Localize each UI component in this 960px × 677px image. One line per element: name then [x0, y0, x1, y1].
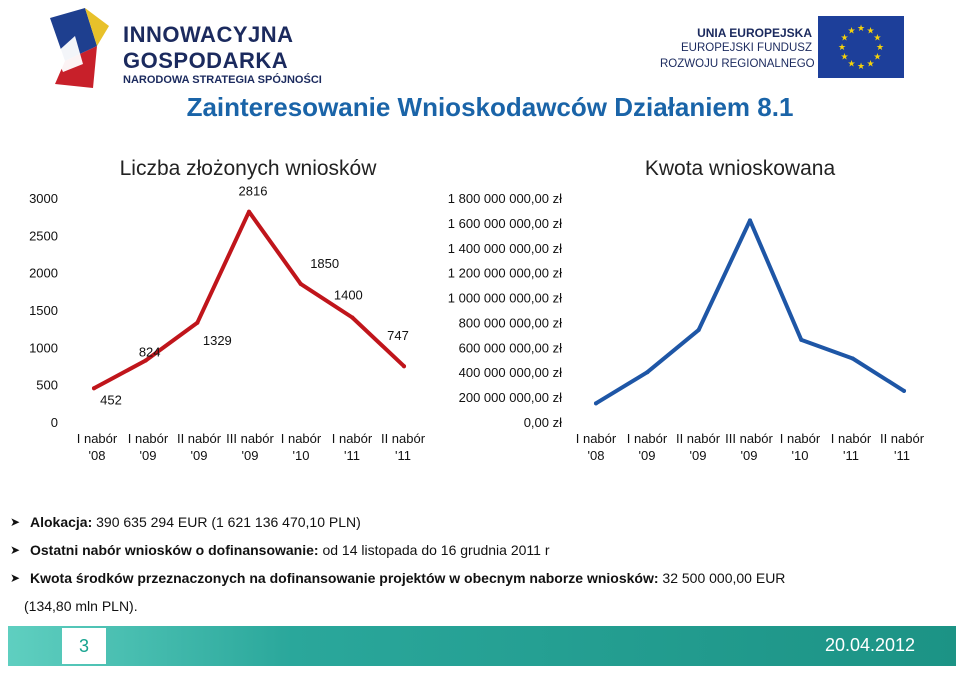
y-tick-label: 0,00 zł	[523, 415, 562, 430]
bullet-last-call	[10, 540, 930, 568]
data-point	[697, 328, 701, 332]
y-tick-label: 1500	[29, 303, 58, 318]
eu-star-icon: ★	[837, 43, 847, 53]
bullet-label: Kwota środków przeznaczonych na dofinansowanie projektów w obecnym naborze wniosków:	[30, 570, 659, 586]
y-tick-label: 500	[36, 377, 58, 393]
x-tick-label: '09	[740, 448, 758, 463]
eu-star-icon: ★	[873, 52, 882, 63]
eu-star-icon: ★	[856, 24, 866, 34]
data-point	[402, 364, 406, 368]
x-tick-label: '11	[843, 448, 859, 463]
bullet-funding-continued	[10, 596, 930, 624]
arrow-bullet-icon: ➤	[10, 515, 21, 529]
x-tick-label: '11	[344, 448, 360, 463]
eu-star-icon: ★	[840, 52, 849, 63]
page-title: Zainteresowanie Wnioskodawców Działaniem 8.1	[186, 92, 794, 122]
data-point	[799, 338, 803, 342]
data-label: 824	[138, 344, 161, 360]
x-tick-label: '09	[139, 448, 157, 463]
y-tick-label: 1 200 000 000,00 zł	[447, 265, 562, 281]
chart-title: Kwota wnioskowana	[644, 157, 836, 180]
bullet-label: Alokacja:	[30, 514, 93, 530]
series-line	[596, 220, 904, 403]
x-tick-label: '11	[894, 448, 910, 463]
data-label: 1329	[202, 332, 232, 348]
x-tick-label: II nabór	[176, 431, 222, 446]
bullet-list	[10, 512, 930, 624]
bullet-text: 390 635 294 EUR (1 621 136 470,10 PLN)	[92, 514, 361, 530]
eu-line-3: ROZWOJU REGIONALNEGO	[660, 58, 815, 70]
data-point	[851, 357, 855, 361]
page-number: 3	[62, 628, 106, 664]
x-tick-label: '10	[791, 448, 809, 463]
x-tick-label: '08	[587, 448, 605, 463]
x-tick-label: I nabór	[830, 431, 872, 446]
x-tick-label: I nabór	[575, 431, 617, 446]
y-tick-label: 2500	[29, 228, 58, 244]
x-tick-label: II nabór	[879, 431, 925, 446]
x-tick-label: I nabór	[779, 431, 821, 446]
y-tick-label: 1 800 000 000,00 zł	[447, 191, 562, 206]
x-tick-label: I nabór	[331, 431, 373, 446]
y-tick-label: 200 000 000,00 zł	[458, 390, 562, 406]
y-tick-label: 3000	[29, 191, 58, 206]
data-label: 747	[387, 328, 409, 344]
x-tick-label: III nabór	[725, 431, 773, 446]
eu-star-icon: ★	[866, 26, 875, 37]
logo-line-2: GOSPODARKA	[123, 48, 289, 73]
y-tick-label: 1000	[29, 340, 58, 356]
eu-star-icon: ★	[875, 43, 885, 53]
x-tick-label: I nabór	[76, 431, 118, 446]
y-tick-label: 600 000 000,00 zł	[458, 340, 562, 356]
arrow-bullet-icon: ➤	[10, 543, 21, 557]
y-tick-label: 800 000 000,00 zł	[458, 315, 562, 331]
x-tick-label: I nabór	[127, 431, 169, 446]
bullet-allocation	[10, 512, 930, 540]
y-tick-label: 1 000 000 000,00 zł	[447, 290, 562, 306]
bullet-text: 32 500 000,00 EUR	[658, 570, 786, 586]
data-point	[594, 401, 598, 405]
eu-star-icon: ★	[856, 62, 866, 72]
data-point	[748, 218, 752, 222]
data-label: 452	[100, 392, 122, 408]
eu-star-icon: ★	[840, 33, 849, 44]
eu-star-icon: ★	[866, 59, 875, 70]
data-point	[902, 389, 906, 393]
bullet-text: od 14 listopada do 16 grudnia 2011 r	[318, 542, 550, 558]
arrow-bullet-icon: ➤	[10, 571, 21, 585]
data-point	[299, 282, 303, 286]
x-tick-label: '09	[689, 448, 707, 463]
eu-star-icon: ★	[873, 33, 882, 44]
x-tick-label: I nabór	[626, 431, 668, 446]
logo-line-3: NARODOWA STRATEGIA SPÓJNOŚCI	[123, 74, 322, 86]
eu-star-icon: ★	[847, 59, 856, 70]
data-point	[195, 321, 199, 325]
data-label: 1850	[310, 255, 340, 271]
chart-title: Liczba złożonych wniosków	[119, 157, 377, 180]
x-tick-label: II nabór	[675, 431, 721, 446]
data-point	[350, 315, 354, 319]
x-tick-label: I nabór	[280, 431, 322, 446]
data-point	[645, 370, 649, 374]
y-tick-label: 1 600 000 000,00 zł	[447, 215, 562, 231]
logo-line-1: INNOWACYJNA	[123, 22, 294, 47]
bullet-label: Ostatni nabór wniosków o dofinansowanie:	[30, 542, 319, 558]
bullet-funding	[10, 568, 930, 596]
x-tick-label: '11	[395, 448, 411, 463]
data-label: 1400	[333, 287, 363, 303]
x-tick-label: II nabór	[380, 431, 426, 446]
bullet-text: (134,80 mln PLN).	[24, 598, 138, 614]
data-point	[92, 386, 96, 390]
eu-line-2: EUROPEJSKI FUNDUSZ	[681, 42, 812, 54]
x-tick-label: III nabór	[226, 431, 274, 446]
x-tick-label: '10	[292, 448, 310, 463]
x-tick-label: '09	[638, 448, 656, 463]
x-tick-label: '09	[190, 448, 208, 463]
eu-star-icon: ★	[847, 26, 856, 37]
footer-date: 20.04.2012	[824, 635, 916, 655]
x-tick-label: '08	[88, 448, 106, 463]
y-tick-label: 0	[50, 415, 58, 430]
eu-line-1: UNIA EUROPEJSKA	[697, 26, 812, 40]
y-tick-label: 400 000 000,00 zł	[458, 365, 562, 381]
y-tick-label: 2000	[29, 265, 58, 281]
x-tick-label: '09	[241, 448, 259, 463]
data-label: 2816	[238, 183, 268, 199]
data-point	[247, 210, 251, 214]
y-tick-label: 1 400 000 000,00 zł	[447, 240, 562, 256]
